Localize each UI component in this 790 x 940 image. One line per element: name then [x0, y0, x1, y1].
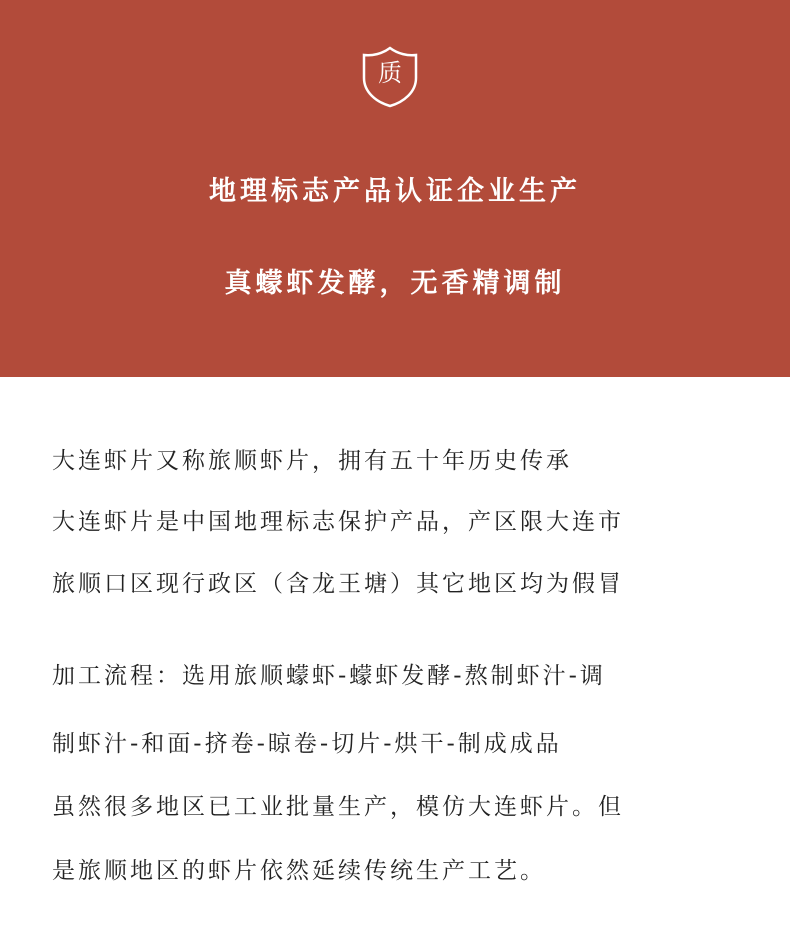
process-line: 虽然很多地区已工业批量生产，模仿大连虾片。但	[52, 794, 624, 820]
quality-badge-label: 质	[378, 59, 402, 87]
hero-banner	[0, 0, 790, 377]
process-line: 是旅顺地区的虾片依然延续传统生产工艺。	[52, 858, 546, 884]
process-line: 加工流程：选用旅顺蠓虾-蠓虾发酵-熬制虾汁-调	[52, 663, 606, 689]
description-line: 大连虾片是中国地理标志保护产品，产区限大连市	[52, 509, 624, 535]
headline-fermentation: 真蠓虾发酵，无香精调制	[224, 268, 566, 299]
description-line: 旅顺口区现行政区（含龙王塘）其它地区均为假冒	[52, 571, 624, 597]
quality-badge	[358, 44, 422, 108]
headline-certification: 地理标志产品认证企业生产	[209, 176, 581, 207]
process-line: 制虾汁-和面-挤卷-晾卷-切片-烘干-制成成品	[52, 731, 562, 757]
description-line: 大连虾片又称旅顺虾片，拥有五十年历史传承	[52, 448, 572, 474]
